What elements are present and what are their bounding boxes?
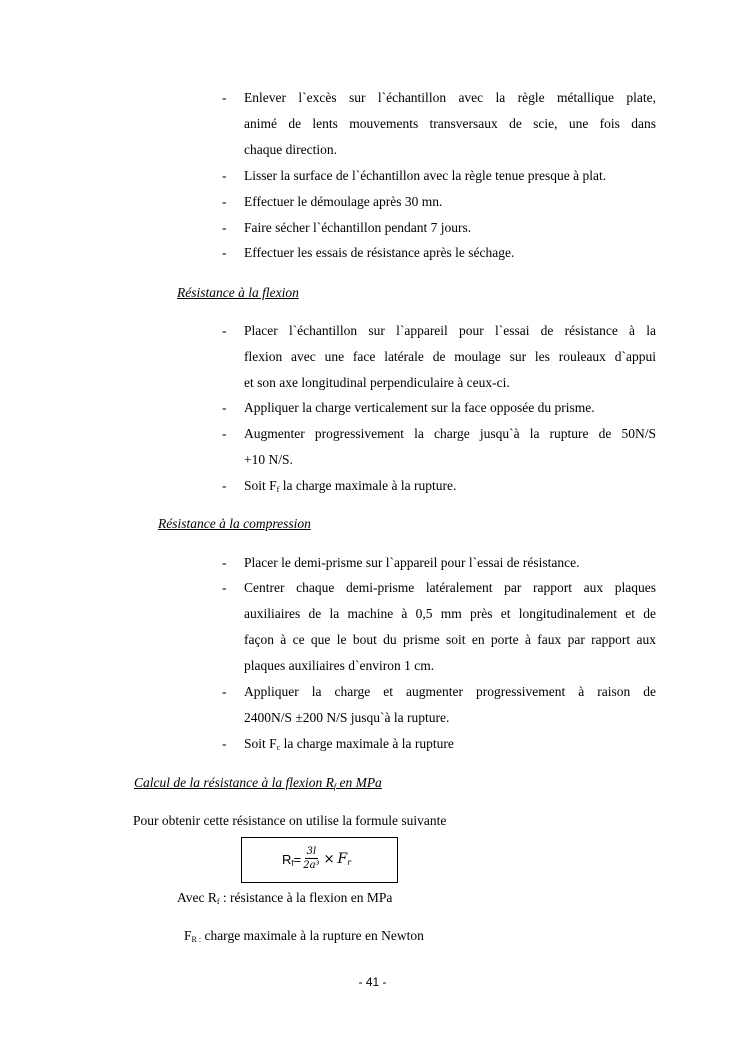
list-item: Lisser la surface de l`échantillon avec la règle tenue presque à plat. — [244, 168, 607, 183]
bullet-dash: - — [222, 323, 227, 338]
section-heading-compression: Résistance à la compression — [158, 516, 311, 531]
subscript: c — [276, 743, 281, 752]
list-item-line: Appliquer la charge et augmenter progressivement à raison de — [244, 684, 656, 699]
subscript: f — [276, 485, 280, 494]
list-item-line: et son axe longitudinal perpendiculaire à ceux-ci. — [244, 375, 510, 390]
intro-paragraph: Pour obtenir cette résistance on utilise la formule suivante — [133, 813, 447, 828]
list-item-line: flexion avec une face latérale de moulage sur les rouleaux d`appui — [244, 349, 656, 364]
bullet-dash: - — [222, 220, 227, 235]
formula-equals: = — [293, 851, 302, 867]
bullet-dash: - — [222, 194, 227, 209]
list-item-line: 2400N/S ±200 N/S jusqu`à la rupture. — [244, 710, 450, 725]
bullet-dash: - — [222, 580, 227, 595]
list-item: Effectuer le démoulage après 30 mn. — [244, 194, 443, 209]
list-item: Faire sécher l`échantillon pendant 7 jours. — [244, 220, 472, 235]
definition-fr — [184, 927, 424, 944]
list-item-line: +10 N/S. — [244, 452, 293, 467]
list-item-line: animé de lents mouvements transversaux de scie, une fois dans — [244, 116, 656, 131]
list-item — [244, 477, 456, 494]
text-fragment: la charge maximale à la rupture. — [279, 478, 457, 493]
bullet-dash: - — [222, 400, 227, 415]
bullet-dash: - — [222, 555, 227, 570]
text-fragment: Soit F — [244, 478, 277, 493]
page-number: - 41 - — [358, 975, 387, 989]
bullet-dash: - — [222, 684, 227, 699]
text-fragment: Avec R — [177, 890, 217, 905]
bullet-dash: - — [222, 478, 227, 493]
subscript: f — [333, 782, 337, 791]
list-item — [244, 735, 454, 752]
subscript: r — [347, 858, 352, 867]
subscript: f — [216, 897, 220, 906]
formula-box — [241, 837, 398, 883]
list-item-line: chaque direction. — [244, 142, 337, 157]
bullet-dash: - — [222, 426, 227, 441]
bullet-dash: - — [222, 90, 227, 105]
text-fragment: en MPa — [336, 775, 382, 790]
formula-lhs — [282, 852, 301, 867]
bullet-dash: - — [222, 168, 227, 183]
subscript: f — [291, 858, 294, 868]
text-fragment: Soit F — [244, 736, 277, 751]
bullet-dash: - — [222, 736, 227, 751]
bullet-dash: - — [222, 245, 227, 260]
formula-times: × — [323, 851, 335, 867]
formula-symbol: R — [282, 851, 292, 867]
list-item-line: Placer l`échantillon sur l`appareil pour l`essai de résistance à la — [244, 323, 656, 338]
text-fragment: Calcul de la résistance à la flexion R — [134, 775, 334, 790]
formula-numerator: 3l — [306, 846, 317, 857]
formula — [282, 846, 351, 872]
formula-symbol: F — [337, 851, 348, 867]
text-fragment: : résistance à la flexion en MPa — [219, 890, 393, 905]
list-item: Appliquer la charge verticalement sur la face opposée du prisme. — [244, 400, 595, 415]
formula-denominator: 2a³ — [303, 860, 320, 871]
text-fragment: la charge maximale à la rupture — [280, 736, 454, 751]
text-fragment: charge maximale à la rupture en Newton — [201, 928, 424, 943]
section-heading-flexion: Résistance à la flexion — [177, 285, 299, 300]
list-item-line: Centrer chaque demi-prisme latéralement par rapport aux plaques — [244, 580, 656, 595]
definition-rf — [177, 889, 392, 906]
formula-fraction — [303, 846, 319, 872]
list-item-line: façon à ce que le bout du prisme soit en porte à faux par rapport aux — [244, 632, 656, 647]
subscript: R : — [191, 935, 202, 944]
list-item: Placer le demi-prisme sur l`appareil pour l`essai de résistance. — [244, 555, 580, 570]
list-item: Effectuer les essais de résistance après le séchage. — [244, 245, 515, 260]
text-fragment: F — [184, 928, 192, 943]
list-item-line: auxiliaires de la machine à 0,5 mm près et longitudinalement et de — [244, 606, 656, 621]
list-item-line: plaques auxiliaires d`environ 1 cm. — [244, 658, 435, 673]
calc-heading — [134, 774, 382, 791]
formula-rhs — [337, 851, 351, 867]
list-item-line: Enlever l`excès sur l`échantillon avec la règle métallique plate, — [244, 90, 656, 105]
list-item-line: Augmenter progressivement la charge jusqu`à la rupture de 50N/S — [244, 426, 656, 441]
